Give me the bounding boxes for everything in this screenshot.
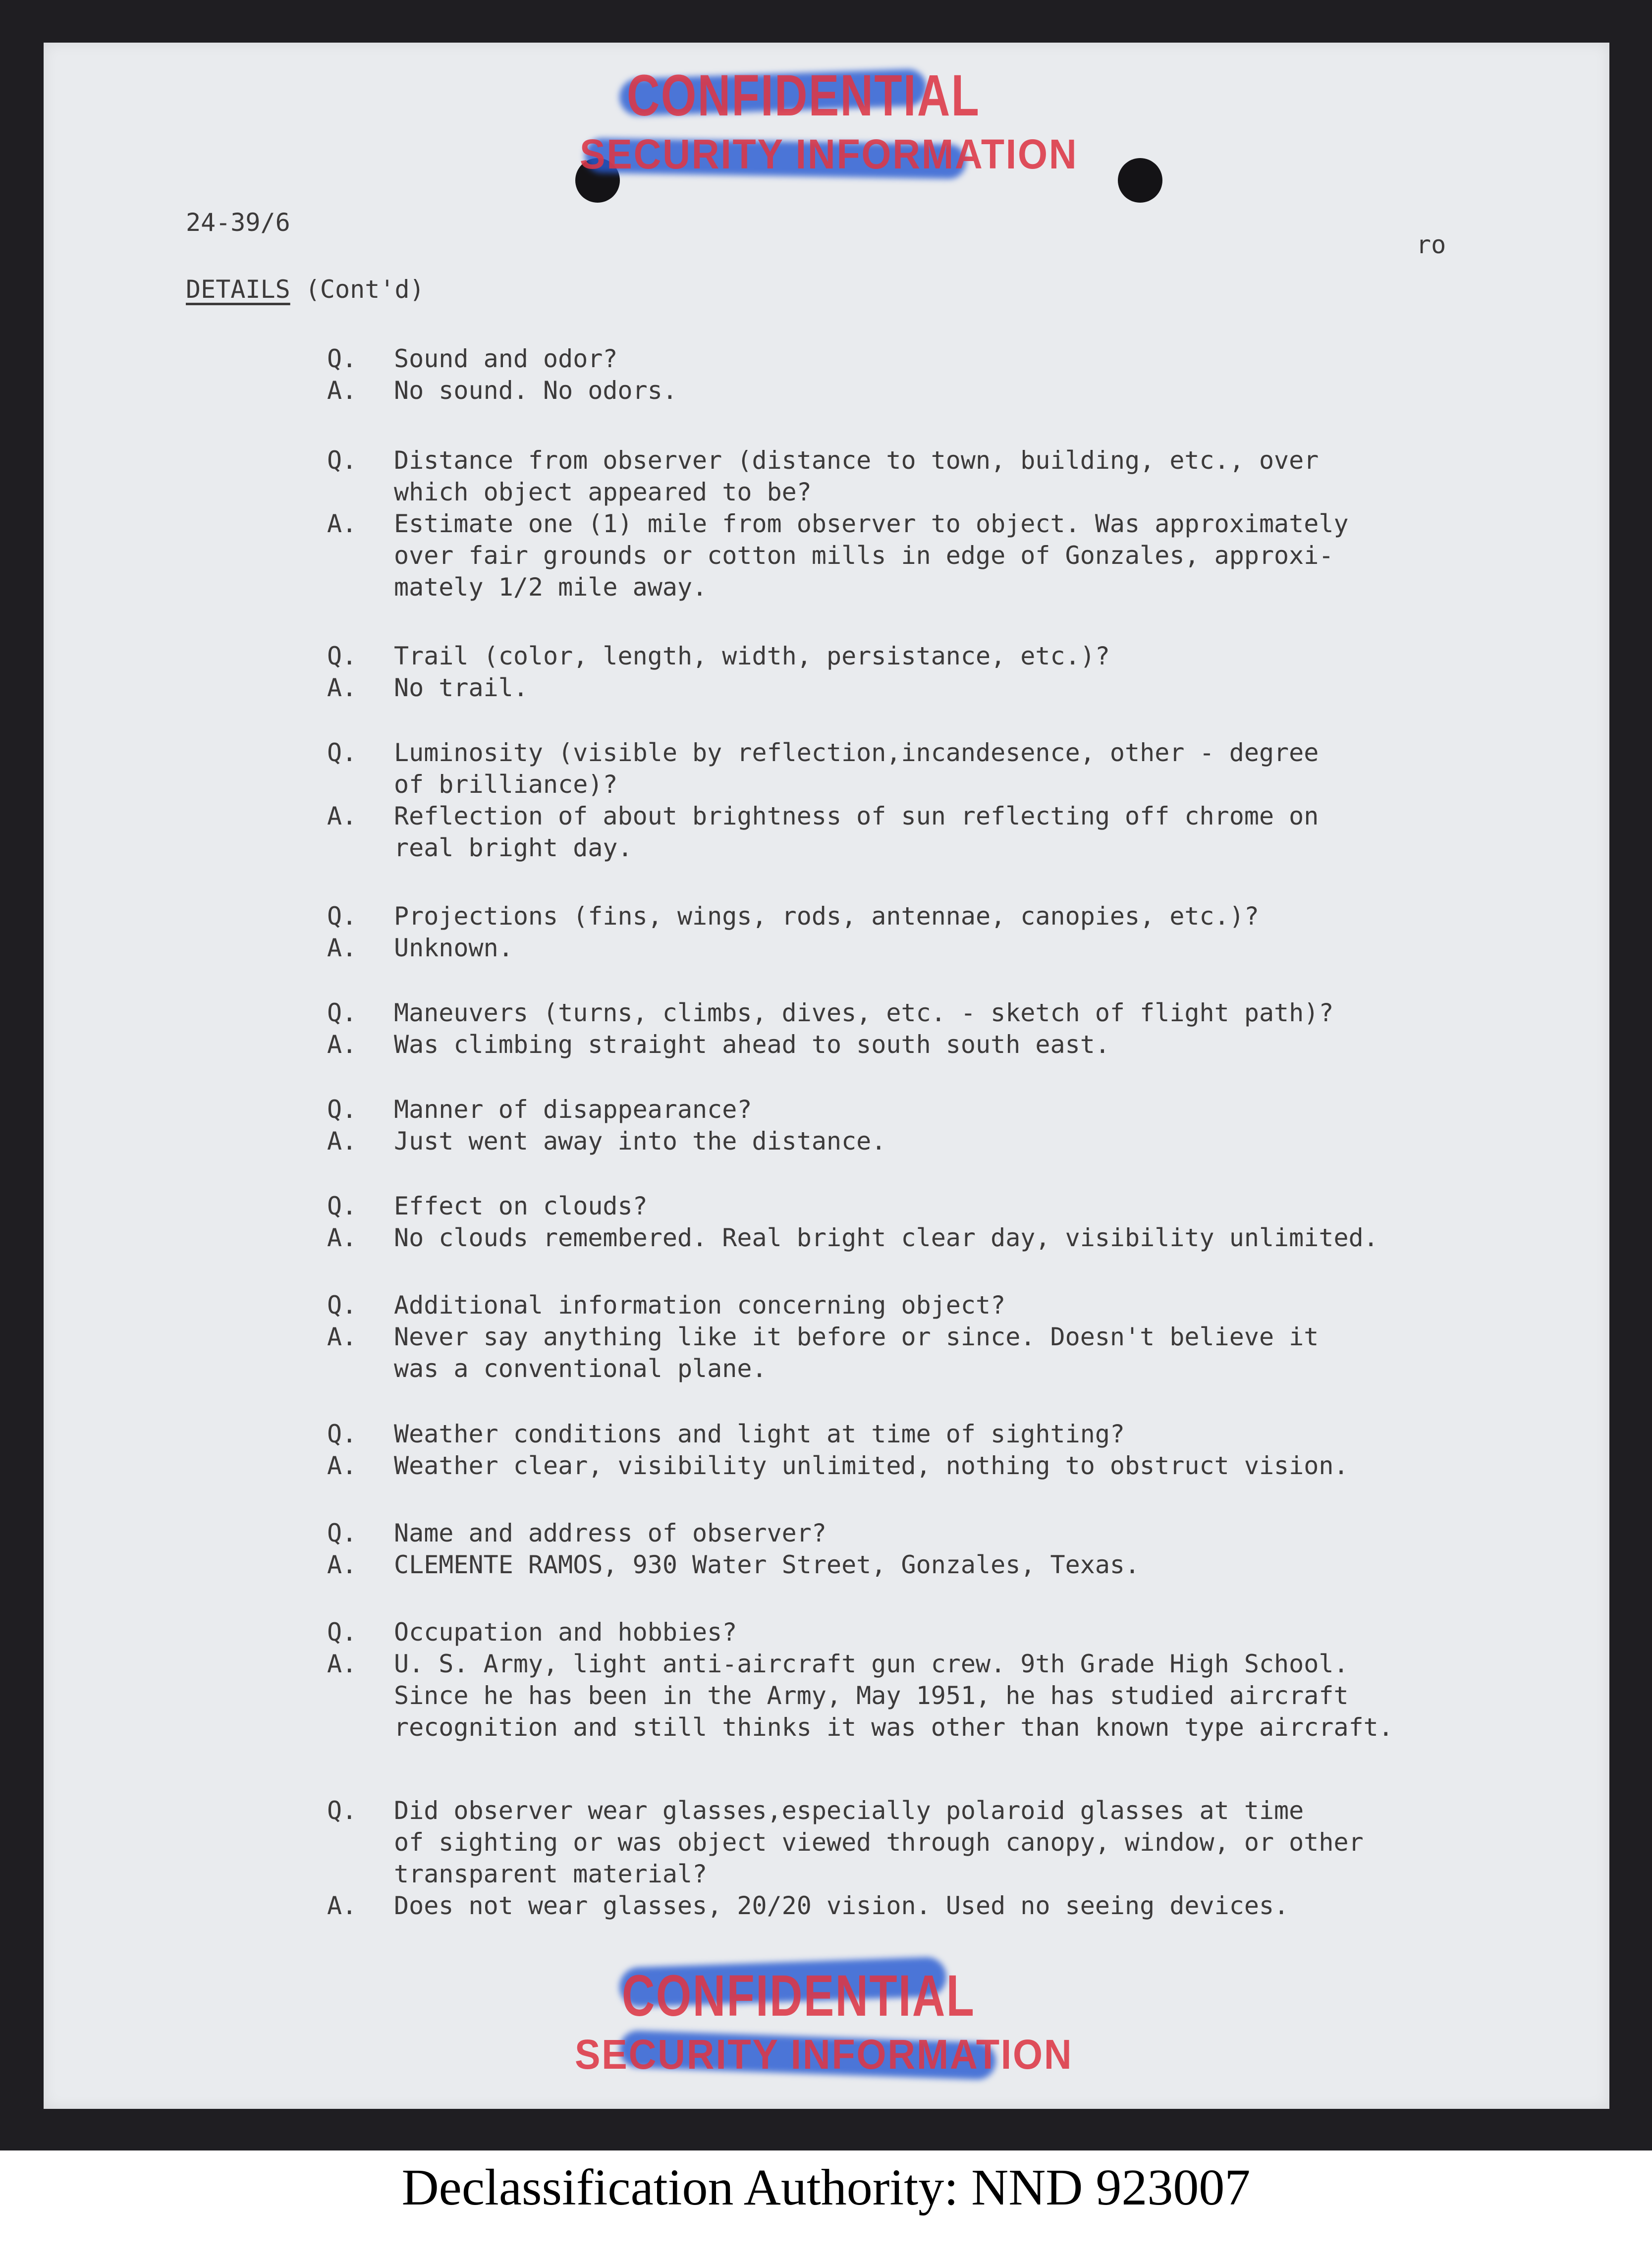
answer-text: Was climbing straight ahead to south south east.	[394, 1030, 1110, 1059]
question-text: Sound and odor?	[394, 344, 618, 373]
answer-text: No clouds remembered. Real bright clear day, visibility unlimited.	[394, 1223, 1378, 1252]
question-text: Manner of disappearance?	[394, 1095, 752, 1124]
question-label: Q.	[327, 998, 357, 1027]
question-label: Q.	[327, 902, 357, 931]
question-label: Q.	[327, 1618, 357, 1647]
answer-label: A.	[327, 1550, 357, 1579]
answer-label: A.	[327, 1223, 357, 1252]
answer-text: over fair grounds or cotton mills in edge of Gonzales, approxi-	[394, 541, 1334, 570]
answer-text: CLEMENTE RAMOS, 930 Water Street, Gonzales, Texas.	[394, 1550, 1140, 1579]
confidential-stamp-top	[0, 62, 1652, 191]
question-text: Additional information concerning object?	[394, 1291, 1006, 1320]
qa-block	[327, 1420, 1349, 1483]
question-text: Name and address of observer?	[394, 1519, 826, 1547]
answer-text: recognition and still thinks it was other than known type aircraft.	[394, 1713, 1393, 1742]
stamp-security-text: SECURITY INFORMATION	[575, 2031, 1073, 2078]
question-text: of sighting or was object viewed through canopy, window, or other	[394, 1828, 1364, 1857]
answer-label: A.	[327, 509, 357, 538]
qa-block	[327, 1618, 1393, 1745]
typist-initials: ro	[1416, 230, 1446, 259]
question-label: Q.	[327, 446, 357, 475]
question-label: Q.	[327, 642, 357, 670]
qa-block	[327, 1291, 1319, 1386]
qa-block	[327, 1796, 1364, 1923]
question-label: Q.	[327, 1420, 357, 1448]
qa-block	[327, 998, 1333, 1062]
qa-block	[327, 902, 1259, 965]
answer-label: A.	[327, 1030, 357, 1059]
answer-label: A.	[327, 1451, 357, 1480]
question-text: Effect on clouds?	[394, 1192, 648, 1220]
qa-block	[327, 1192, 1378, 1255]
answer-text: mately 1/2 mile away.	[394, 573, 708, 602]
file-number: 24-39/6	[186, 208, 290, 237]
qa-block	[327, 1095, 886, 1158]
confidential-stamp-bottom	[0, 1962, 1652, 2091]
answer-text: was a conventional plane.	[394, 1354, 767, 1383]
question-text: Did observer wear glasses,especially polaroid glasses at time	[394, 1796, 1304, 1825]
answer-label: A.	[327, 1322, 357, 1351]
question-text: Trail (color, length, width, persistance, etc.)?	[394, 642, 1110, 670]
details-heading	[186, 275, 425, 304]
qa-block	[327, 446, 1349, 605]
answer-text: Unknown.	[394, 934, 513, 962]
question-text: which object appeared to be?	[394, 478, 812, 506]
answer-text: real bright day.	[394, 833, 633, 862]
question-label: Q.	[327, 1519, 357, 1547]
qa-block	[327, 738, 1319, 865]
answer-text: Just went away into the distance.	[394, 1127, 886, 1156]
details-label: DETAILS	[186, 275, 290, 304]
answer-text: Reflection of about brightness of sun reflecting off chrome on	[394, 802, 1319, 830]
answer-label: A.	[327, 934, 357, 962]
details-suffix: (Cont'd)	[305, 275, 425, 304]
answer-text: Estimate one (1) mile from observer to object. Was approximately	[394, 509, 1349, 538]
question-text: Distance from observer (distance to town, building, etc., over	[394, 446, 1319, 475]
question-label: Q.	[327, 344, 357, 373]
answer-text: U. S. Army, light anti-aircraft gun crew. 9th Grade High School.	[394, 1650, 1349, 1678]
question-text: of brilliance)?	[394, 770, 618, 799]
question-text: Projections (fins, wings, rods, antennae, canopies, etc.)?	[394, 902, 1259, 931]
question-label: Q.	[327, 738, 357, 767]
stamp-security-text: SECURITY INFORMATION	[580, 131, 1078, 177]
question-text: Weather conditions and light at time of sighting?	[394, 1420, 1125, 1448]
question-label: Q.	[327, 1095, 357, 1124]
answer-text: Since he has been in the Army, May 1951, he has studied aircraft	[394, 1681, 1349, 1710]
question-label: Q.	[327, 1796, 357, 1825]
answer-label: A.	[327, 376, 357, 405]
answer-text: Does not wear glasses, 20/20 vision. Used no seeing devices.	[394, 1891, 1289, 1920]
stamp-confidential-text: CONFIDENTIAL	[622, 1963, 976, 2029]
qa-block	[327, 1519, 1140, 1582]
answer-text: No sound. No odors.	[394, 376, 677, 405]
question-text: Luminosity (visible by reflection,incandesence, other - degree	[394, 738, 1319, 767]
qa-block	[327, 642, 1110, 705]
declassification-authority: Declassification Authority: NND 923007	[401, 2159, 1251, 2216]
answer-label: A.	[327, 1650, 357, 1678]
answer-text: No trail.	[394, 673, 528, 702]
qa-block	[327, 344, 677, 408]
answer-text: Weather clear, visibility unlimited, nothing to obstruct vision.	[394, 1451, 1349, 1480]
question-text: Maneuvers (turns, climbs, dives, etc. - sketch of flight path)?	[394, 998, 1334, 1027]
question-label: Q.	[327, 1192, 357, 1220]
stamp-confidential-text: CONFIDENTIAL	[627, 63, 981, 128]
answer-label: A.	[327, 802, 357, 830]
question-label: Q.	[327, 1291, 357, 1320]
question-text: transparent material?	[394, 1860, 708, 1888]
answer-text: Never say anything like it before or since. Doesn't believe it	[394, 1322, 1319, 1351]
answer-label: A.	[327, 1891, 357, 1920]
answer-label: A.	[327, 1127, 357, 1156]
answer-label: A.	[327, 673, 357, 702]
question-text: Occupation and hobbies?	[394, 1618, 737, 1647]
